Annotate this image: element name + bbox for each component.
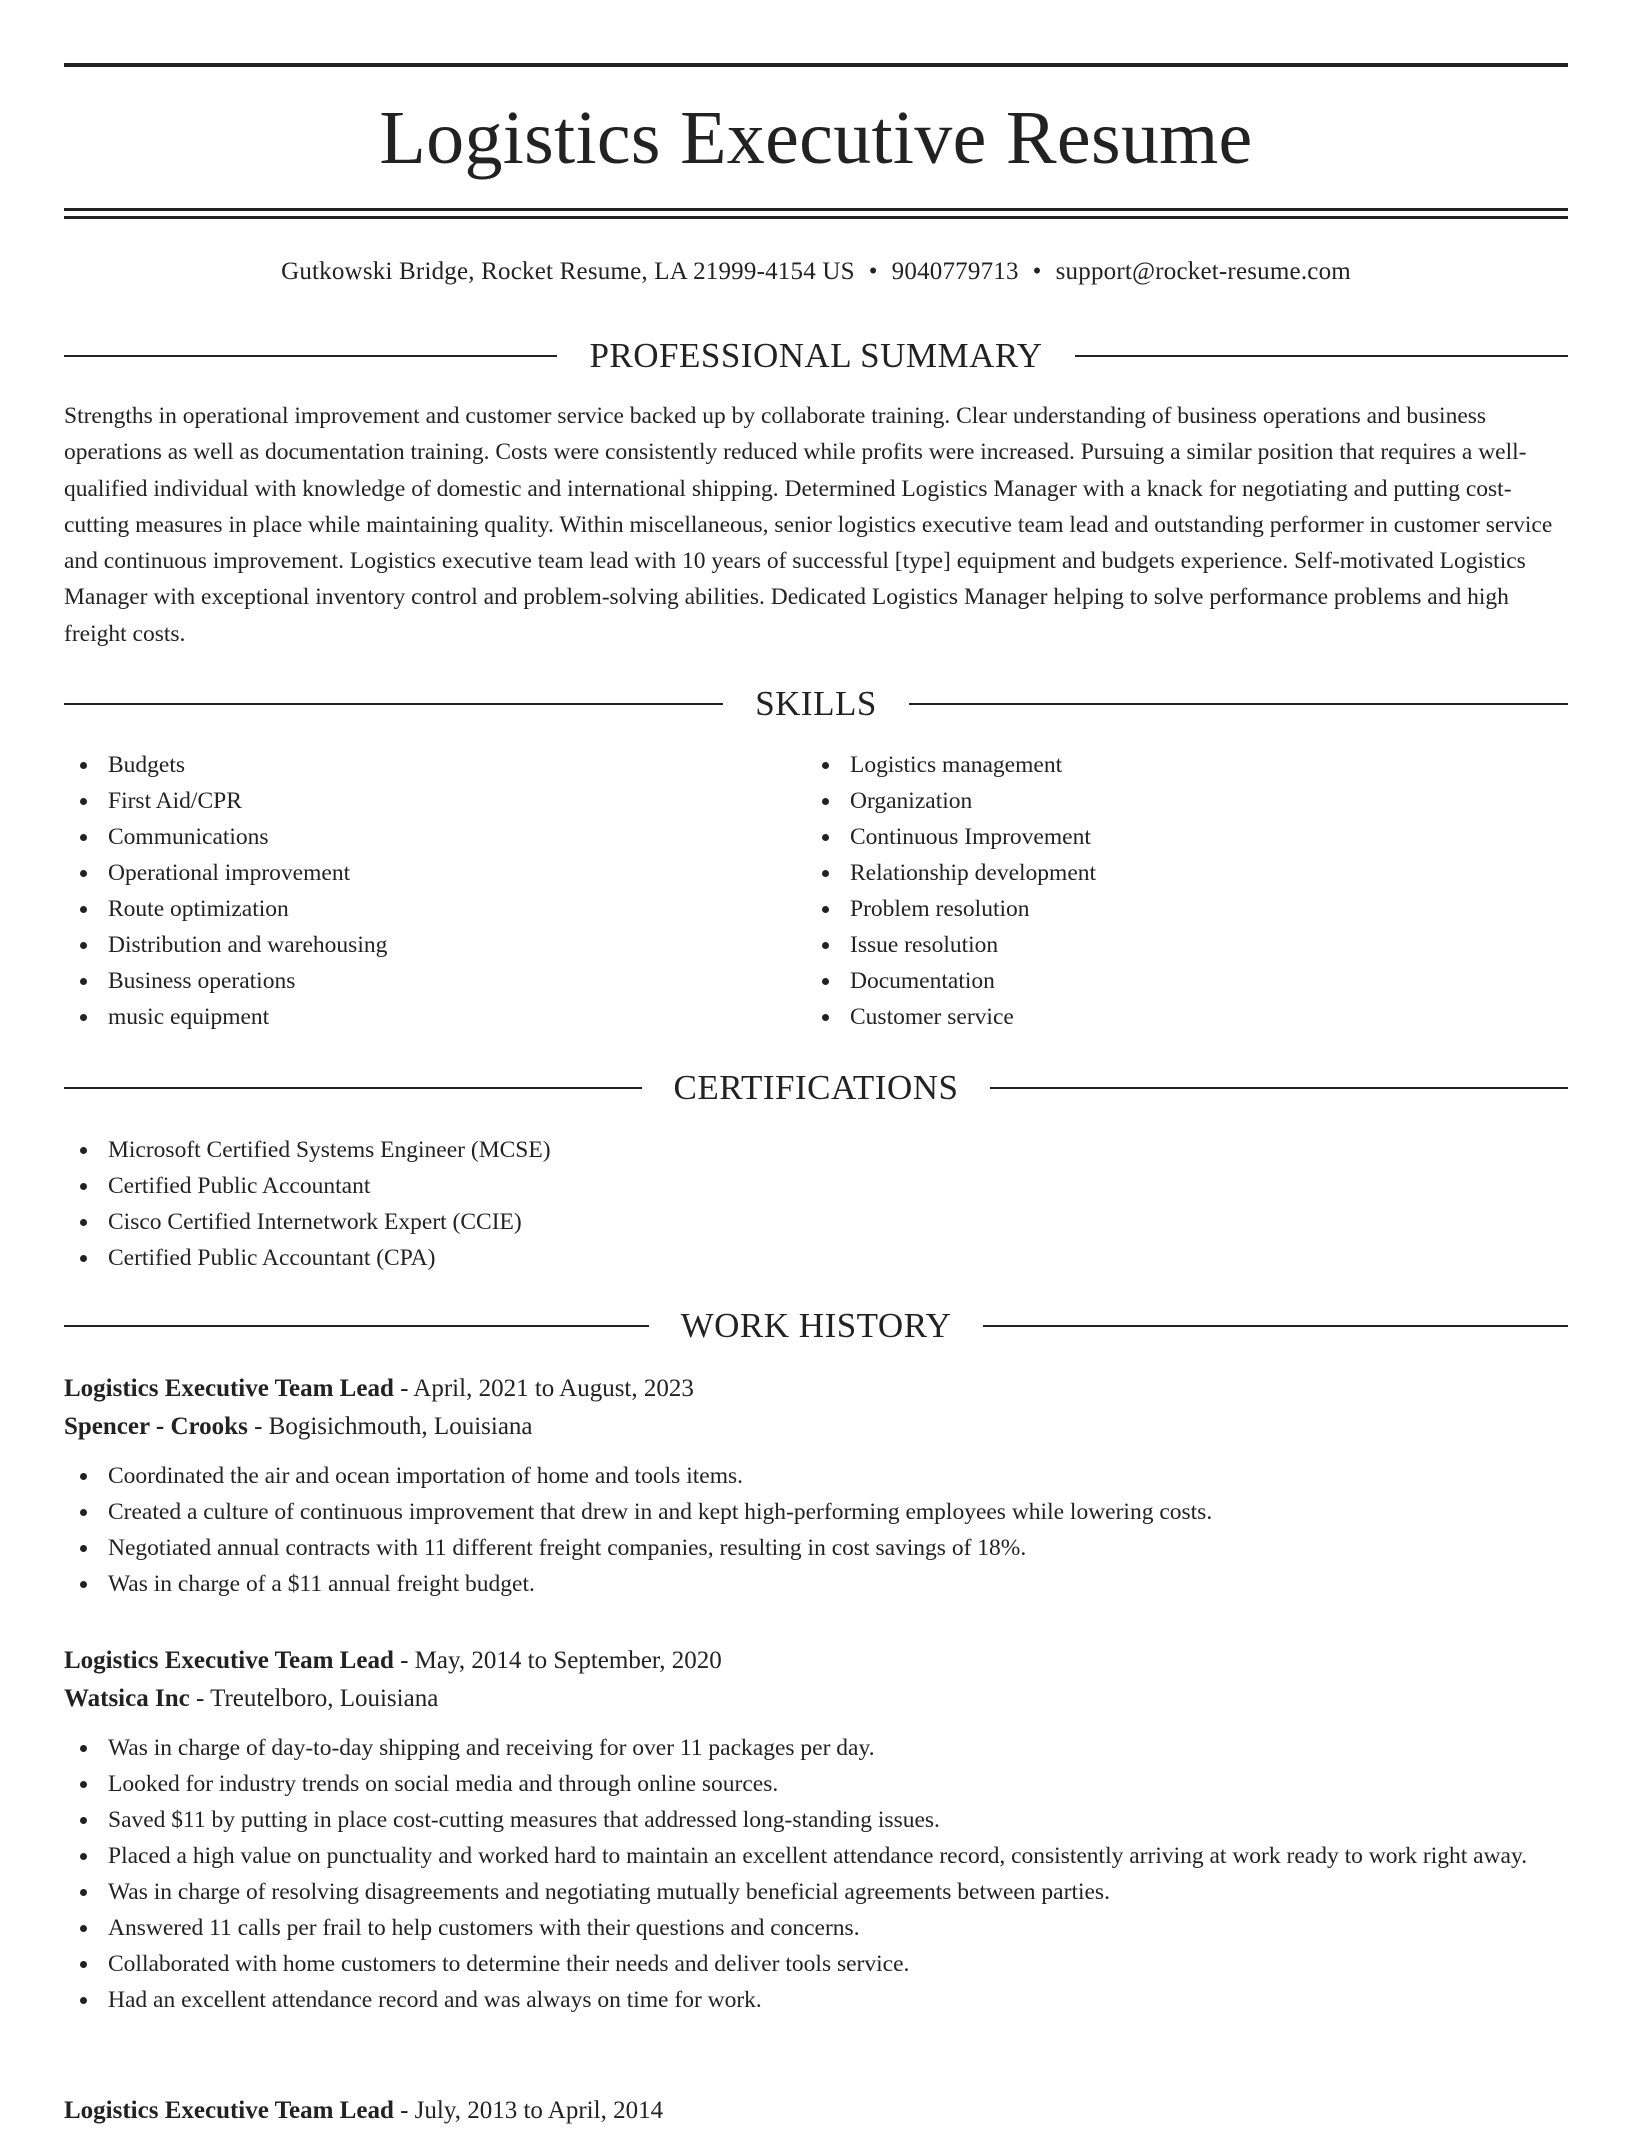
job-duty-item: Answered 11 calls per frail to help customers with their questions and concerns. <box>64 1910 1568 1946</box>
skills-heading <box>64 682 1568 726</box>
job-title: Logistics Executive Team Lead <box>64 1647 394 1674</box>
skill-item: Logistics management <box>806 747 1506 783</box>
heading-rule <box>64 1325 649 1327</box>
skill-item: Relationship development <box>806 855 1506 891</box>
job-title: Logistics Executive Team Lead <box>64 2097 394 2124</box>
heading-rule <box>64 355 557 357</box>
skill-item: First Aid/CPR <box>64 783 764 819</box>
heading-rule <box>983 1325 1568 1327</box>
job-duty-item: Created a culture of continuous improvement that drew in and kept high-performing employees while lowering costs. <box>64 1494 1568 1530</box>
skill-item: Business operations <box>64 963 764 999</box>
certification-item: Cisco Certified Internetwork Expert (CCIE) <box>64 1204 1568 1240</box>
contact-line <box>64 254 1568 290</box>
contact-address: Gutkowski Bridge, Rocket Resume, LA 21999-4154 US <box>281 258 855 285</box>
job-title-line <box>64 1370 1568 1408</box>
page-title: Logistics Executive Resume <box>379 96 1253 180</box>
job-duty-item: Was in charge of resolving disagreements and negotiating mutually beneficial agreements between parties. <box>64 1874 1568 1910</box>
heading-rule <box>64 703 723 705</box>
title-rule-lower <box>64 216 1568 219</box>
job-dates: - April, 2021 to August, 2023 <box>393 1375 694 1402</box>
skill-item: Customer service <box>806 999 1506 1035</box>
skill-item: Budgets <box>64 747 764 783</box>
work-heading <box>64 1304 1568 1348</box>
job-duty-item: Looked for industry trends on social media and through online sources. <box>64 1766 1568 1802</box>
skill-item: Operational improvement <box>64 855 764 891</box>
job-duty-item: Negotiated annual contracts with 11 different freight companies, resulting in cost savings of 18%. <box>64 1530 1568 1566</box>
contact-phone: 9040779713 <box>891 258 1019 285</box>
job-title-line <box>64 1642 1568 1680</box>
skill-item: Route optimization <box>64 891 764 927</box>
job-entry <box>64 2092 1568 2130</box>
heading-rule <box>1075 355 1568 357</box>
skill-item: Distribution and warehousing <box>64 927 764 963</box>
title-rule-upper <box>64 208 1568 211</box>
job-title: Logistics Executive Team Lead <box>64 1375 394 1402</box>
skill-item: Problem resolution <box>806 891 1506 927</box>
job-duty-item: Was in charge of a $11 annual freight budget. <box>64 1566 1568 1602</box>
summary-heading-label: PROFESSIONAL SUMMARY <box>589 336 1043 375</box>
top-rule <box>64 63 1568 67</box>
job-company-line <box>64 1680 1568 1718</box>
skill-item: Documentation <box>806 963 1506 999</box>
summary-heading <box>64 334 1568 378</box>
job-company: Spencer - Crooks <box>64 1413 248 1440</box>
heading-rule <box>64 1087 642 1089</box>
certifications-list <box>64 1132 1568 1276</box>
skill-item: Organization <box>806 783 1506 819</box>
certifications-heading-label: CERTIFICATIONS <box>673 1068 959 1107</box>
job-company-line <box>64 1408 1568 1446</box>
certifications-heading <box>64 1066 1568 1110</box>
job-location: - Treutelboro, Louisiana <box>189 1685 439 1712</box>
heading-rule <box>990 1087 1568 1089</box>
job-duty-item: Coordinated the air and ocean importation of home and tools items. <box>64 1458 1568 1494</box>
skill-item: Issue resolution <box>806 927 1506 963</box>
job-duties <box>64 1730 1568 2018</box>
skill-item: Communications <box>64 819 764 855</box>
job-duty-item: Was in charge of day-to-day shipping and receiving for over 11 packages per day. <box>64 1730 1568 1766</box>
skills-heading-label: SKILLS <box>755 684 877 723</box>
skill-item: Continuous Improvement <box>806 819 1506 855</box>
job-duty-item: Saved $11 by putting in place cost-cutting measures that addressed long-standing issues. <box>64 1802 1568 1838</box>
certification-item: Certified Public Accountant <box>64 1168 1568 1204</box>
job-company: Watsica Inc <box>64 1685 190 1712</box>
job-entry <box>64 1370 1568 1602</box>
job-entry <box>64 1642 1568 2018</box>
skills-list-left <box>64 747 764 1035</box>
job-location: - Bogisichmouth, Louisiana <box>247 1413 533 1440</box>
certification-item: Microsoft Certified Systems Engineer (MCSE) <box>64 1132 1568 1168</box>
job-duty-item: Had an excellent attendance record and was always on time for work. <box>64 1982 1568 2018</box>
skill-item: music equipment <box>64 999 764 1035</box>
job-duties <box>64 1458 1568 1602</box>
job-dates: - May, 2014 to September, 2020 <box>393 1647 722 1674</box>
skills-list-right <box>806 747 1506 1035</box>
job-dates: - July, 2013 to April, 2014 <box>393 2097 664 2124</box>
heading-rule <box>909 703 1568 705</box>
contact-email: support@rocket-resume.com <box>1055 258 1351 285</box>
contact-separator: • <box>1032 258 1042 285</box>
summary-text: Strengths in operational improvement and customer service backed up by collaborate training. Clear understanding of business operations and business operations as well as documentation training. Costs were consistently reduced while profits were increased. Pursuing a similar position that requires a well-qualified individual with knowledge of domestic and international shipping. Determined Logistics Manager with a knack for negotiating and putting cost-cutting measures in place while maintaining quality. Within miscellaneous, senior logistics executive team lead and outstanding performer in customer service and continuous improvement. Logistics executive team lead with 10 years of successful [type] equipment and budgets experience. Self-motivated Logistics Manager with exceptional inventory control and problem-solving abilities. Dedicated Logistics Manager helping to solve performance problems and high freight costs. <box>64 403 1553 647</box>
contact-separator: • <box>868 258 878 285</box>
job-duty-item: Collaborated with home customers to determine their needs and deliver tools service. <box>64 1946 1568 1982</box>
work-heading-label: WORK HISTORY <box>680 1306 952 1345</box>
job-title-line <box>64 2092 1568 2130</box>
job-duty-item: Placed a high value on punctuality and worked hard to maintain an excellent attendance record, consistently arriving at work ready to work right away. <box>64 1838 1568 1874</box>
certification-item: Certified Public Accountant (CPA) <box>64 1240 1568 1276</box>
